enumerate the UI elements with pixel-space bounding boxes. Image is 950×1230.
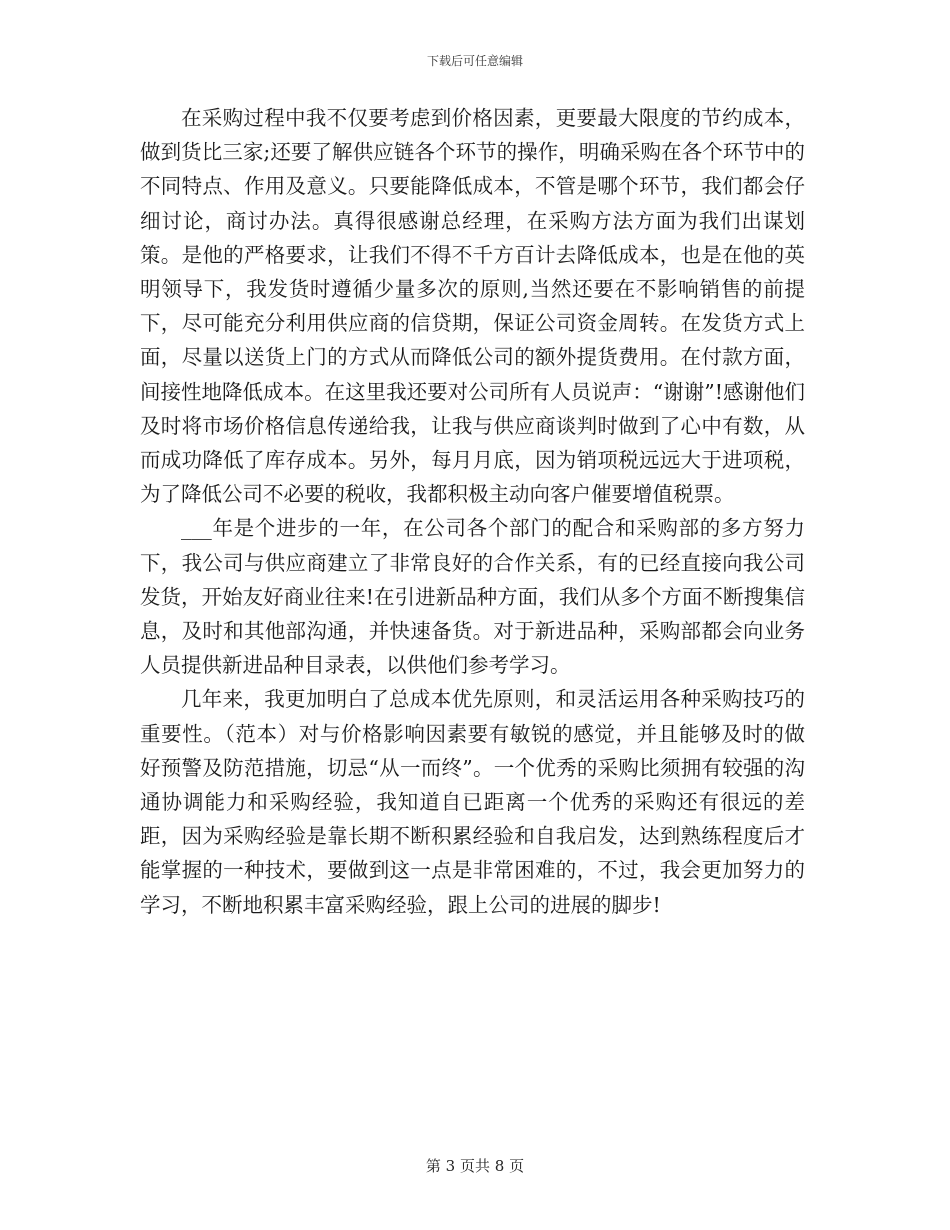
page-header: 下载后可任意编辑: [426, 54, 523, 68]
paragraph-2: ___年是个进步的一年，在公司各个部门的配合和采购部的多方努力下，我公司与供应商建立了非常良好的合作关系，有的已经直接向我公司发货，开始友好商业往来!在引进新品种方面，我们从多个方面不断搜集信息，及时和其他部沟通，并快速备货。对于新进品种，采购部都会向业务人员提供新进品种目录表，以供他们参考学习。: [140, 516, 805, 678]
page-number: 第 3 页共 8 页: [425, 1157, 525, 1175]
document-body: [140, 101, 805, 922]
paragraph-1: 在采购过程中我不仅要考虑到价格因素，更要最大限度的节约成本，做到货比三家;还要了解供应链各个环节的操作，明确采购在各个环节中的不同特点、作用及意义。只要能降低成本，不管是哪个环节，我们都会仔细讨论，商讨办法。真得很感谢总经理，在采购方法方面为我们出谋划策。是他的严格要求，让我们不得不千方百计去降低成本，也是在他的英明领导下，我发货时遵循少量多次的原则,当然还要在不影响销售的前提下，尽可能充分利用供应商的信贷期，保证公司资金周转。在发货方式上面，尽量以送货上门的方式从而降低公司的额外提货费用。在付款方面，间接性地降低成本。在这里我还要对公司所有人员说声：“谢谢”!感谢他们及时将市场价格信息传递给我，让我与供应商谈判时做到了心中有数，从而成功降低了库存成本。另外，每月月底，因为销项税远远大于进项税，为了降低公司不必要的税收，我都积极主动向客户催要增值税票。: [140, 106, 805, 507]
paragraph-3: 几年来，我更加明白了总成本优先原则，和灵活运用各种采购技巧的重要性。（范本）对与价格影响因素要有敏锐的感觉，并且能够及时的做好预警及防范措施，切忌“从一而终”。一个优秀的采购比须拥有较强的沟通协调能力和采购经验，我知道自已距离一个优秀的采购还有很远的差距，因为采购经验是靠长期不断积累经验和自我启发，达到熟练程度后才能掌握的一种技术，要做到这一点是非常困难的，不过，我会更加努力的学习，不断地积累丰富采购经验，跟上公司的进展的脚步!: [140, 687, 805, 917]
